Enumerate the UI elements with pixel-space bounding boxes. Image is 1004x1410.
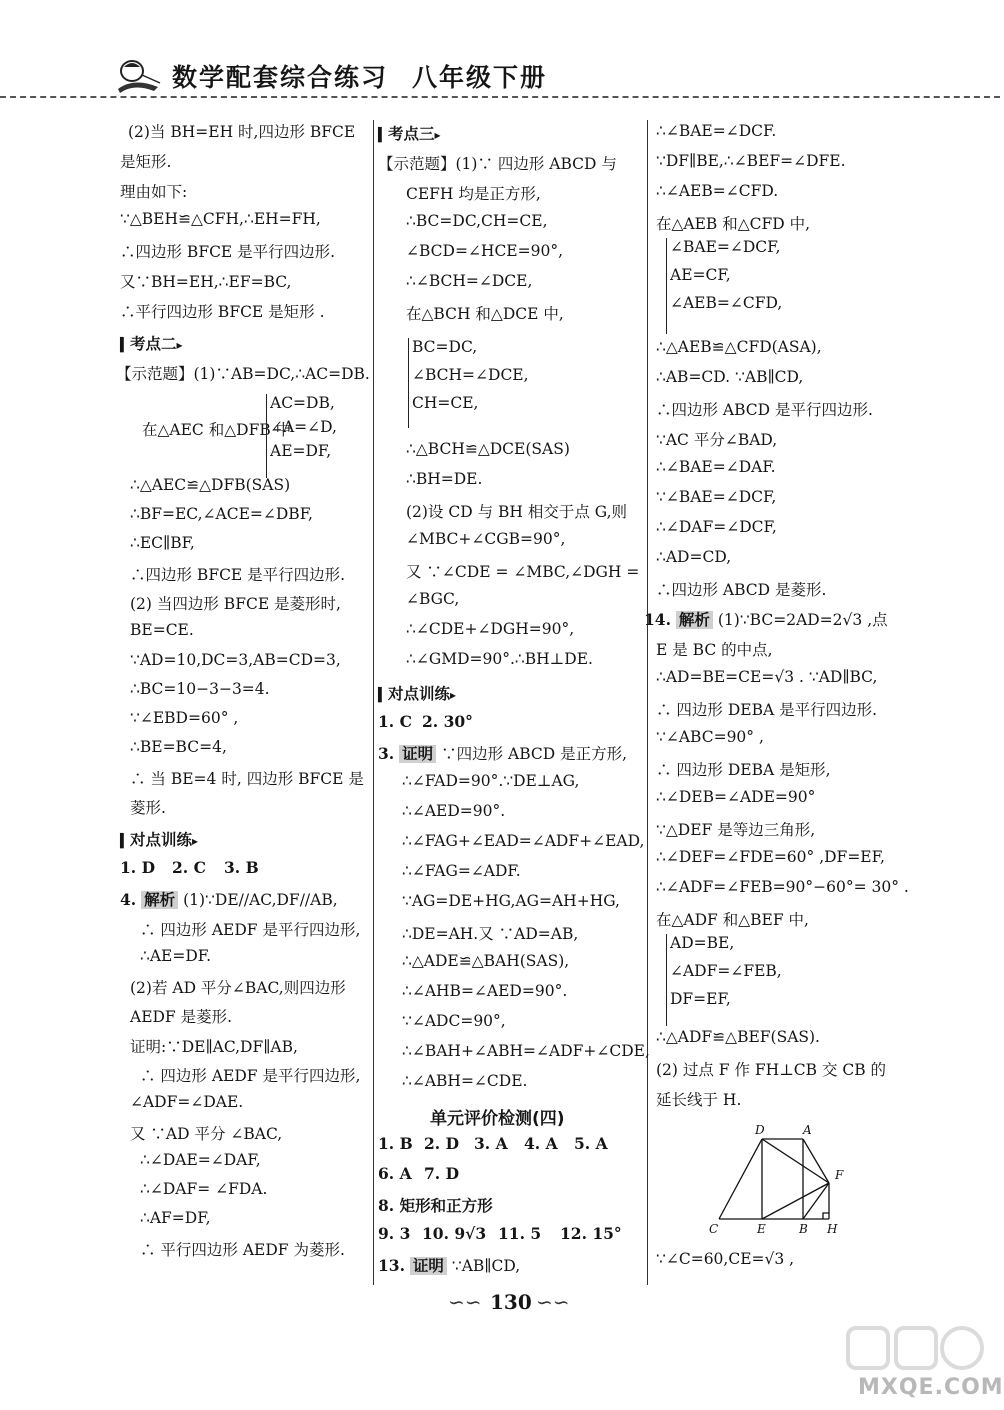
- text-line: 又∵BH=EH,∴EF=BC,: [120, 273, 292, 291]
- brace-group: [666, 934, 782, 1026]
- text-line: 证明:∵DE∥AC,DF∥AB,: [130, 1038, 298, 1056]
- section-heading: ▍ 对点训练 ▸: [120, 828, 198, 850]
- text-line: ∴∠DAE=∠DAF,: [140, 1151, 261, 1169]
- book-title-text: 数学配套综合练习: [172, 63, 389, 92]
- text-line: ∴∠AEB=∠CFD.: [656, 182, 779, 200]
- text-line: (1)∵DE//AC,DF//AB,: [183, 891, 338, 909]
- text-line: ∴△ADE≌△BAH(SAS),: [402, 952, 570, 970]
- text-line: E 是 BC 的中点,: [656, 641, 773, 659]
- text-line: 【示范题】(1)∵AB=DC,∴AC=DB.: [116, 365, 370, 383]
- text-line: ∴ 平行四边形 AEDF 为菱形.: [140, 1241, 345, 1259]
- text-line: ∠MBC+∠CGB=90°,: [406, 530, 566, 548]
- text-line: ∴平行四边形 BFCE 是矩形 .: [120, 303, 325, 321]
- text-line: ∴∠DEB=∠ADE=90°: [656, 788, 816, 806]
- text-line: ∠BAE=∠DCF,: [670, 238, 781, 256]
- answer-item: 3. A: [474, 1134, 508, 1153]
- text-line: ∠AEB=∠CFD,: [670, 294, 783, 312]
- question-number: 13.: [378, 1256, 405, 1275]
- text-line: ∴BC=10−3−3=4.: [130, 680, 270, 698]
- section-heading: ▍ 考点三 ▸: [378, 122, 441, 144]
- right-angle-mark: [823, 1213, 829, 1219]
- text-line: (2) 当四边形 BFCE 是菱形时,: [130, 595, 341, 613]
- column-divider: [647, 120, 648, 1285]
- text-line: (2) 过点 F 作 FH⊥CB 交 CB 的: [656, 1061, 887, 1079]
- header-rule: [0, 96, 1000, 98]
- text-line: ∵AG=DE+HG,AG=AH+HG,: [402, 892, 620, 910]
- watermark-text: MXQE.COM: [858, 1375, 1004, 1400]
- point-label-e: E: [757, 1222, 766, 1236]
- text-line: 理由如下:: [120, 183, 188, 201]
- text-line: ∴DE=AH.又 ∵AD=AB,: [402, 925, 579, 943]
- text-line: ∴AE=DF.: [140, 947, 212, 965]
- point-label-f: F: [835, 1168, 844, 1182]
- text-line: ∠BGC,: [406, 590, 460, 608]
- analysis-tag: 解析: [676, 611, 713, 629]
- answer-item: 1. B: [378, 1134, 413, 1153]
- text-line: (2)若 AD 平分∠BAC,则四边形: [130, 979, 346, 997]
- point-label-a: A: [803, 1123, 812, 1137]
- answer-item: 5. A: [574, 1134, 608, 1153]
- answer-item: 7. D: [424, 1164, 460, 1183]
- text-line: ∴ 四边形 AEDF 是平行四边形,: [140, 921, 361, 939]
- text-line: 菱形.: [130, 799, 166, 817]
- text-line: ∴∠BCH=∠DCE,: [406, 272, 533, 290]
- text-line: ∴∠ABH=∠CDE.: [402, 1072, 528, 1090]
- point-label-b: B: [799, 1222, 808, 1236]
- answer-item: 10. 9√3: [422, 1224, 487, 1243]
- text-line: ∵四边形 ABCD 是正方形,: [441, 745, 628, 763]
- text-line: ∴BF=EC,∠ACE=∠DBF,: [130, 505, 313, 523]
- text-line: ∴∠AED=90°.: [402, 802, 506, 820]
- page-header: [0, 0, 1000, 100]
- text-line: ∴∠DAF= ∠FDA.: [140, 1180, 268, 1198]
- text-line: (1)∵BC=2AD=2√3 ,点: [717, 611, 888, 629]
- text-line: ∴ 四边形 DEBA 是矩形,: [656, 761, 831, 779]
- text-line: ∴BH=DE.: [406, 470, 483, 488]
- brace-group: [266, 394, 337, 478]
- text-line: CH=CE,: [412, 394, 479, 412]
- text-line: ∴∠GMD=90°.∴BH⊥DE.: [406, 650, 593, 668]
- text-line: 在△AEC 和△DFB 中: [142, 421, 292, 439]
- text-line: ∴AD=CD,: [656, 548, 732, 566]
- question-line: [644, 608, 888, 630]
- text-line: BE=CE.: [130, 621, 194, 639]
- text-line: ∴ 四边形 DEBA 是平行四边形.: [656, 701, 878, 719]
- text-line: ∵∠ADC=90°,: [402, 1012, 506, 1030]
- segment-cd: [719, 1139, 762, 1219]
- text-line: ∴EC∥BF,: [130, 534, 195, 552]
- text-line: ∴四边形 BFCE 是平行四边形.: [120, 243, 336, 261]
- text-line: ∴四边形 ABCD 是菱形.: [656, 581, 827, 599]
- text-line: ∵△DEF 是等边三角形,: [656, 821, 816, 839]
- text-line: ∠BCD=∠HCE=90°,: [406, 242, 564, 260]
- section-heading: ▍ 考点二 ▸: [120, 332, 183, 354]
- text-line: ∴∠FAG=∠ADF.: [402, 862, 521, 880]
- text-line: ∵DF∥BE,∴∠BEF=∠DFE.: [656, 152, 846, 170]
- text-line: ∠ADF=∠DAE.: [130, 1093, 244, 1111]
- text-line: ∴∠FAG+∠EAD=∠ADF+∠EAD,: [402, 832, 645, 850]
- text-line: CEFH 均是正方形,: [406, 185, 541, 203]
- text-line: ∴∠FAD=90°.∵DE⊥AG,: [402, 772, 580, 790]
- answer-item: 2. D: [424, 1134, 460, 1153]
- question-number: 14.: [644, 610, 671, 629]
- point-label-h: H: [827, 1222, 838, 1236]
- text-line: ∴四边形 BFCE 是平行四边形.: [130, 566, 346, 584]
- scholar-logo-icon: [112, 55, 164, 95]
- text-line: ∵AB∥CD,: [451, 1257, 521, 1275]
- text-line: ∠BCH=∠DCE,: [412, 366, 529, 384]
- text-line: ∴ 当 BE=4 时, 四边形 BFCE 是: [130, 770, 364, 788]
- segment-af: [803, 1139, 829, 1183]
- segment-df: [762, 1139, 829, 1183]
- question-line: [378, 1254, 520, 1276]
- text-line: ∴AB=CD. ∵AB∥CD,: [656, 368, 804, 386]
- text-line: 在△AEB 和△CFD 中,: [656, 215, 811, 233]
- footer-ornament-left: ∽∽: [448, 1290, 482, 1314]
- text-line: ∵∠ABC=90° ,: [656, 728, 764, 746]
- answer-item: 11. 5: [498, 1224, 542, 1243]
- answer-item: 2. 30°: [422, 712, 473, 731]
- text-line: 是矩形.: [120, 153, 172, 171]
- text-line: ∴BC=DC,CH=CE,: [406, 212, 548, 230]
- trapezoid-figure: [705, 1123, 865, 1236]
- footer-ornament-right: ∽∽: [536, 1290, 570, 1314]
- text-line: AEDF 是菱形.: [130, 1008, 233, 1026]
- answer-item: 2. C: [172, 858, 206, 877]
- page-number: 130: [490, 1290, 532, 1314]
- text-line: ∴∠AHB=∠AED=90°.: [402, 982, 568, 1000]
- text-line: 又 ∵AD 平分 ∠BAC,: [130, 1125, 283, 1143]
- section-heading: ▍ 对点训练 ▸: [378, 682, 456, 704]
- text-line: ∵△BEH≌△CFH,∴EH=FH,: [120, 210, 321, 228]
- text-line: ∴AF=DF,: [140, 1209, 211, 1227]
- text-line: 在△ADF 和△BEF 中,: [656, 911, 809, 929]
- answer-item: 12. 15°: [560, 1224, 622, 1243]
- text-line: ∴∠DEF=∠FDE=60° ,DF=EF,: [656, 848, 885, 866]
- question-number: 3.: [378, 744, 395, 763]
- answer-item: 3. B: [224, 858, 259, 877]
- text-line: ∴∠BAE=∠DCF.: [656, 122, 777, 140]
- text-line: BC=DC,: [412, 338, 478, 356]
- proof-tag: 证明: [399, 745, 436, 763]
- text-line: 在△BCH 和△DCE 中,: [406, 305, 564, 323]
- text-line: AD=BE,: [670, 934, 735, 952]
- text-line: ∴∠BAH+∠ABH=∠ADF+∠CDE,: [402, 1042, 650, 1060]
- text-line: 延长线于 H.: [656, 1091, 742, 1109]
- text-line: AE=CF,: [670, 266, 731, 284]
- text-line: ∵AC 平分∠BAD,: [656, 431, 778, 449]
- text-line: ∴ 四边形 AEDF 是平行四边形,: [140, 1067, 361, 1085]
- text-line: ∴△BCH≌△DCE(SAS): [406, 440, 570, 458]
- text-line: ∴四边形 ABCD 是平行四边形.: [656, 401, 873, 419]
- answer-item: 4. A: [524, 1134, 558, 1153]
- text-line: (2)当 BH=EH 时,四边形 BFCE: [128, 123, 356, 141]
- analysis-tag: 解析: [141, 891, 178, 909]
- text-line: AC=DB,: [270, 394, 335, 412]
- text-line: ∵∠C=60,CE=√3 ,: [656, 1250, 795, 1268]
- point-label-c: C: [709, 1222, 719, 1236]
- text-line: ∴△ADF≌△BEF(SAS).: [656, 1028, 820, 1046]
- brace-group: [408, 338, 529, 428]
- text-line: ∴∠CDE+∠DGH=90°,: [406, 620, 575, 638]
- text-line: 【示范题】(1)∵ 四边形 ABCD 与: [378, 155, 617, 173]
- text-line: ∴∠BAE=∠DAF.: [656, 458, 776, 476]
- point-label-d: D: [755, 1123, 765, 1137]
- text-line: ∠ADF=∠FEB,: [670, 962, 782, 980]
- text-line: ∴∠ADF=∠FEB=90°−60°= 30° .: [656, 878, 909, 896]
- text-line: ∴BE=BC=4,: [130, 738, 227, 756]
- grade-label: 八年级下册: [412, 63, 548, 92]
- answer-item: 1. C: [378, 712, 412, 731]
- column-divider: [373, 120, 374, 1285]
- text-line: ∴△AEB≌△CFD(ASA),: [656, 338, 822, 356]
- segment-ef: [762, 1183, 829, 1219]
- text-line: 又 ∵∠CDE = ∠MBC,∠DGH =: [406, 563, 640, 581]
- text-line: AE=DF,: [270, 442, 332, 460]
- text-line: (2)设 CD 与 BH 相交于点 G,则: [406, 503, 628, 521]
- unit-test-title: 单元评价检测(四): [430, 1109, 565, 1129]
- text-line: DF=EF,: [670, 990, 731, 1008]
- text-line: ∵AD=10,DC=3,AB=CD=3,: [130, 651, 341, 669]
- answer-item: 6. A: [378, 1164, 412, 1183]
- text-line: ∴AD=BE=CE=√3 . ∵AD∥BC,: [656, 668, 878, 686]
- text-line: ∴∠DAF=∠DCF,: [656, 518, 777, 536]
- answer-item: 9. 3: [378, 1224, 411, 1243]
- answer-item: 1. D: [120, 858, 156, 877]
- brace-group: [666, 238, 782, 334]
- text-line: ∵∠BAE=∠DCF,: [656, 488, 777, 506]
- question-line: [378, 742, 627, 764]
- text-line: ∠A=∠D,: [270, 418, 337, 436]
- text-line: ∵∠EBD=60° ,: [130, 709, 239, 727]
- book-title: [172, 58, 547, 94]
- question-number: 4.: [120, 890, 137, 909]
- question-line: [120, 888, 338, 910]
- proof-tag: 证明: [410, 1257, 447, 1275]
- answer-item: 8. 矩形和正方形: [378, 1196, 493, 1215]
- text-line: ∴△AEC≌△DFB(SAS): [130, 476, 291, 494]
